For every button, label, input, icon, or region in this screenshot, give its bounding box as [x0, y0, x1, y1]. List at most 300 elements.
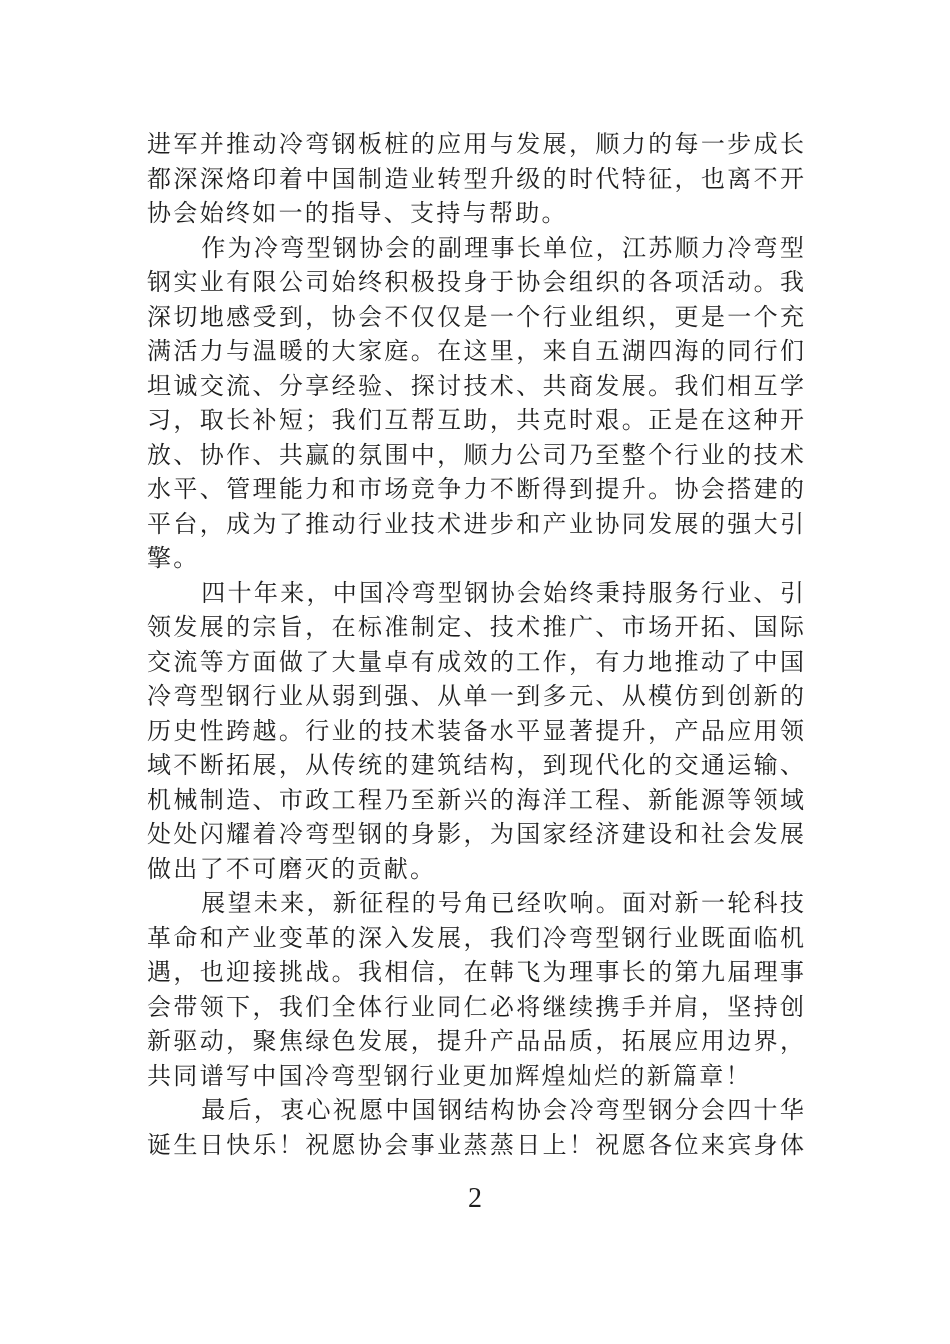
- char: ，: [569, 132, 593, 158]
- char: 与: [489, 132, 514, 158]
- char: 新: [147, 1029, 171, 1055]
- char: 步: [727, 132, 752, 158]
- char: 交: [199, 373, 224, 400]
- char: 面: [727, 925, 752, 952]
- char: 推: [542, 615, 567, 641]
- char: 一: [489, 684, 514, 710]
- char: 至: [595, 442, 620, 469]
- char: 统: [358, 753, 382, 779]
- char: 国: [516, 822, 541, 848]
- char: 司: [542, 442, 567, 469]
- char: 持: [753, 994, 778, 1021]
- char: 场: [384, 477, 409, 503]
- char: 技: [410, 511, 435, 538]
- char: 绿: [305, 1029, 330, 1055]
- char: 作: [542, 649, 567, 676]
- char: 入: [384, 925, 409, 952]
- char: 用: [700, 1029, 725, 1055]
- char: 国: [780, 649, 804, 676]
- char: 新: [753, 684, 778, 710]
- char: 跨: [226, 718, 251, 745]
- char: 到: [542, 753, 567, 779]
- char: 理: [569, 960, 593, 986]
- char: ，: [516, 339, 541, 365]
- char: 。: [621, 408, 646, 434]
- char: 卓: [384, 649, 409, 676]
- char: 业: [437, 1132, 462, 1159]
- char: 赢: [305, 442, 330, 469]
- char: 行: [542, 304, 567, 331]
- char: 特: [621, 166, 646, 193]
- char: 断: [516, 477, 541, 503]
- char: 新: [674, 891, 699, 917]
- char: 已: [490, 891, 515, 917]
- char: 宗: [252, 615, 277, 641]
- char: 展: [780, 822, 804, 848]
- char: 工: [331, 787, 356, 814]
- char: 传: [331, 753, 356, 779]
- char: 冷: [542, 925, 567, 952]
- char: 公: [278, 270, 303, 296]
- char: 装: [437, 718, 462, 745]
- char: 标: [358, 615, 382, 641]
- char: 国: [331, 166, 356, 193]
- char: 变: [278, 925, 303, 952]
- char: 祝: [595, 1132, 620, 1159]
- char: 领: [147, 615, 171, 641]
- char: 冷: [385, 580, 410, 607]
- char: 著: [569, 718, 593, 745]
- paragraph-indent: [147, 232, 199, 267]
- char: 继: [542, 994, 567, 1021]
- char: 苏: [648, 235, 673, 262]
- char: 提: [595, 477, 620, 503]
- char: 遇: [147, 960, 171, 986]
- char: 产: [542, 511, 567, 538]
- text-line: 共同谱写中国冷弯型钢行业更加辉煌灿烂的新篇章！: [147, 1063, 752, 1090]
- char: 业: [569, 511, 593, 538]
- char: 、: [252, 373, 277, 400]
- char: 的: [331, 925, 356, 952]
- text-line: [147, 335, 804, 370]
- char: 一: [700, 891, 725, 917]
- char: 性: [199, 718, 224, 745]
- char: 强: [727, 511, 752, 538]
- char: 帮: [410, 408, 435, 434]
- char: 感: [226, 304, 251, 331]
- char: 弯: [280, 235, 305, 262]
- char: 升: [489, 166, 514, 193]
- char: 冷: [727, 235, 752, 262]
- text-line: [147, 1094, 804, 1129]
- char: 等: [727, 787, 752, 814]
- char: 台: [173, 511, 198, 538]
- char: 互: [753, 373, 778, 400]
- char: 信: [410, 960, 435, 986]
- text-line: [147, 956, 804, 991]
- char: 弯: [305, 132, 330, 158]
- char: 的: [305, 339, 330, 365]
- char: 动: [700, 649, 725, 676]
- paragraph-indent: [147, 577, 199, 612]
- char: 量: [358, 649, 382, 676]
- char: 市: [278, 787, 303, 814]
- char: 展: [542, 132, 567, 158]
- char: 为: [227, 235, 252, 262]
- char: 会: [385, 235, 410, 262]
- char: ，: [489, 408, 514, 434]
- char: 正: [648, 408, 673, 434]
- char: 日: [199, 1132, 224, 1159]
- document-body: [147, 128, 804, 1163]
- char: 有: [595, 649, 620, 676]
- char: 湖: [621, 339, 646, 365]
- char: 、: [727, 615, 752, 641]
- char: 充: [780, 304, 804, 331]
- char: 术: [489, 373, 514, 400]
- char: 协: [199, 442, 224, 469]
- char: 四: [648, 339, 673, 365]
- char: 经: [516, 891, 541, 917]
- char: 弯: [595, 1098, 620, 1124]
- char: 业: [700, 442, 725, 469]
- char: 不: [384, 304, 409, 331]
- char: 望: [227, 891, 252, 917]
- char: 顺: [595, 132, 620, 158]
- char: ，: [780, 1029, 804, 1055]
- char: 的: [727, 442, 752, 469]
- char: 实: [173, 270, 198, 296]
- char: 单: [543, 235, 568, 262]
- char: 我: [780, 270, 804, 296]
- char: 元: [569, 684, 593, 710]
- char: 我: [278, 994, 303, 1021]
- char: 年: [253, 580, 278, 607]
- char: 华: [779, 1098, 804, 1124]
- char: 力: [463, 477, 488, 503]
- char: 乐: [252, 1132, 277, 1159]
- char: 围: [384, 442, 409, 469]
- char: 现: [569, 753, 593, 779]
- char: 最: [201, 1098, 226, 1124]
- char: ，: [253, 1098, 278, 1124]
- char: 大: [331, 649, 356, 676]
- char: 技: [753, 442, 778, 469]
- char: 展: [201, 891, 226, 917]
- char: 业: [331, 718, 356, 745]
- char: 在: [463, 960, 488, 986]
- char: 长: [226, 408, 251, 434]
- char: ，: [700, 994, 725, 1021]
- char: 钢: [331, 132, 356, 158]
- char: 交: [147, 649, 171, 676]
- char: 展: [621, 373, 646, 400]
- char: 持: [622, 580, 647, 607]
- char: 分: [278, 373, 303, 400]
- char: 理: [252, 477, 277, 503]
- char: 驱: [173, 1029, 198, 1055]
- char: 弯: [753, 235, 778, 262]
- char: 机: [147, 787, 171, 814]
- char: 的: [410, 132, 435, 158]
- char: 续: [569, 994, 593, 1021]
- char: 多: [542, 684, 567, 710]
- char: 诚: [173, 373, 198, 400]
- char: 活: [173, 339, 198, 365]
- char: 时: [569, 166, 593, 193]
- char: 五: [595, 339, 620, 365]
- char: 升: [621, 477, 646, 503]
- char: 助: [463, 408, 488, 434]
- char: 代: [595, 166, 620, 193]
- char: 共: [542, 373, 567, 400]
- char: 钢: [226, 684, 251, 710]
- char: 国: [411, 1098, 436, 1124]
- char: 来: [280, 891, 305, 917]
- char: 个: [516, 304, 541, 331]
- char: 冷: [278, 132, 303, 158]
- char: 力: [199, 339, 224, 365]
- char: 技: [489, 615, 514, 641]
- char: ，: [305, 615, 330, 641]
- char: 征: [648, 166, 673, 193]
- char: 。: [595, 891, 620, 917]
- char: 应: [674, 1029, 699, 1055]
- char: 旨: [278, 615, 303, 641]
- text-line: [147, 922, 804, 957]
- char: 进: [147, 132, 171, 158]
- char: 服: [648, 580, 673, 607]
- char: 型: [595, 925, 620, 952]
- char: 活: [700, 270, 725, 296]
- char: 会: [147, 994, 171, 1021]
- char: 并: [199, 132, 224, 158]
- char: 、: [780, 753, 804, 779]
- char: 技: [779, 891, 804, 917]
- char: 展: [648, 1029, 673, 1055]
- char: 焦: [278, 1029, 303, 1055]
- char: 、: [252, 442, 277, 469]
- char: 是: [674, 408, 699, 434]
- char: 庭: [384, 339, 409, 365]
- char: 钢: [332, 235, 357, 262]
- text-line: [147, 646, 804, 681]
- char: 在: [437, 339, 462, 365]
- char: ，: [674, 166, 699, 193]
- char: 社: [700, 822, 725, 848]
- char: 型: [331, 822, 356, 848]
- char: 成: [437, 649, 462, 676]
- char: 祝: [305, 1132, 330, 1159]
- char: 每: [674, 132, 699, 158]
- char: 展: [384, 1029, 409, 1055]
- char: ，: [278, 753, 303, 779]
- char: 断: [199, 753, 224, 779]
- text-line: [147, 680, 804, 715]
- char: 个: [753, 304, 778, 331]
- char: 对: [648, 891, 673, 917]
- char: 成: [226, 511, 251, 538]
- char: 和: [516, 511, 541, 538]
- char: 商: [569, 373, 593, 400]
- char: 为: [252, 511, 277, 538]
- char: 和: [199, 925, 224, 952]
- char: 开: [674, 615, 699, 641]
- char: 济: [595, 822, 620, 848]
- char: ，: [437, 442, 462, 469]
- char: 织: [595, 270, 620, 296]
- char: 江: [622, 235, 647, 262]
- char: 桩: [384, 132, 409, 158]
- char: 有: [226, 270, 251, 296]
- char: 挑: [278, 960, 303, 986]
- char: ，: [199, 511, 224, 538]
- char: 海: [516, 787, 541, 814]
- char: 有: [410, 649, 435, 676]
- char: 在: [331, 615, 356, 641]
- char: 第: [674, 960, 699, 986]
- char: 设: [648, 822, 673, 848]
- char: 心: [306, 1098, 331, 1124]
- text-line: [147, 749, 804, 784]
- char: 型: [622, 1098, 647, 1124]
- char: 和: [331, 477, 356, 503]
- char: 准: [384, 615, 409, 641]
- char: 飞: [516, 960, 541, 986]
- char: 我: [331, 408, 356, 434]
- char: 单: [463, 684, 488, 710]
- char: 市: [621, 615, 646, 641]
- char: 、: [384, 373, 409, 400]
- char: 在: [700, 408, 725, 434]
- char: 能: [278, 477, 303, 503]
- char: 制: [199, 787, 224, 814]
- char: 项: [674, 270, 699, 296]
- char: 的: [331, 442, 356, 469]
- char: 协: [331, 304, 356, 331]
- char: 也: [199, 960, 224, 986]
- char: 产: [226, 925, 251, 952]
- char: 新: [332, 891, 357, 917]
- char: 弯: [173, 684, 198, 710]
- char: 补: [252, 408, 277, 434]
- char: 冷: [569, 1098, 594, 1124]
- char: 制: [410, 615, 435, 641]
- char: 领: [753, 787, 778, 814]
- char: ，: [226, 1029, 251, 1055]
- char: 宾: [727, 1132, 752, 1159]
- char: 共: [278, 442, 303, 469]
- char: 发: [516, 132, 541, 158]
- char: 带: [173, 994, 198, 1021]
- char: 深: [173, 166, 198, 193]
- char: 愿: [359, 1098, 384, 1124]
- char: 十: [227, 580, 252, 607]
- char: 弱: [331, 684, 356, 710]
- text-line: [147, 577, 804, 612]
- char: 力: [489, 442, 514, 469]
- char: 竞: [410, 477, 435, 503]
- char: 中: [753, 649, 778, 676]
- char: ，: [463, 925, 488, 952]
- char: 弯: [305, 822, 330, 848]
- char: 大: [753, 511, 778, 538]
- char: 术: [780, 442, 804, 469]
- char: 、: [753, 580, 778, 607]
- char: 。: [278, 718, 303, 745]
- char: 了: [305, 649, 330, 676]
- char: 是: [463, 304, 488, 331]
- char: 、: [410, 684, 435, 710]
- text-line: 擎。: [147, 546, 200, 572]
- char: 源: [700, 787, 725, 814]
- char: 行: [305, 718, 330, 745]
- char: 至: [410, 787, 435, 814]
- char: 愿: [331, 1132, 356, 1159]
- text-line: [147, 128, 804, 163]
- char: 来: [700, 1132, 725, 1159]
- char: 满: [147, 339, 171, 365]
- char: 角: [464, 891, 489, 917]
- char: 的: [542, 166, 567, 193]
- char: 业: [384, 511, 409, 538]
- char: 力: [305, 477, 330, 503]
- char: 会: [384, 1132, 409, 1159]
- char: 型: [306, 235, 331, 262]
- char: ，: [410, 1029, 435, 1055]
- char: 管: [226, 477, 251, 503]
- char: 探: [410, 373, 435, 400]
- char: 后: [227, 1098, 252, 1124]
- char: 来: [280, 580, 305, 607]
- char: 理: [753, 960, 778, 986]
- char: 仁: [463, 994, 488, 1021]
- char: 的: [384, 753, 409, 779]
- char: 组: [569, 270, 593, 296]
- char: 到: [569, 477, 593, 503]
- char: 上: [542, 1132, 567, 1159]
- text-line: [147, 301, 804, 336]
- char: 响: [569, 891, 594, 917]
- text-line: [147, 1129, 804, 1164]
- char: 行: [753, 339, 778, 365]
- char: 发: [648, 511, 673, 538]
- char: 顺: [463, 442, 488, 469]
- char: 造: [226, 787, 251, 814]
- char: ！: [278, 1132, 303, 1159]
- char: 始: [331, 270, 356, 296]
- char: ，: [648, 718, 673, 745]
- char: 军: [173, 132, 198, 158]
- char: ，: [305, 304, 330, 331]
- char: 备: [463, 718, 488, 745]
- char: 、: [463, 615, 488, 641]
- char: 发: [595, 373, 620, 400]
- char: 着: [252, 822, 277, 848]
- char: 板: [358, 132, 382, 158]
- char: 引: [780, 511, 804, 538]
- char: 离: [727, 166, 752, 193]
- char: 场: [648, 615, 673, 641]
- char: 钢: [648, 1098, 673, 1124]
- char: ，: [437, 960, 462, 986]
- char: 、: [199, 477, 224, 503]
- char: 广: [569, 615, 593, 641]
- char: 协: [359, 235, 384, 262]
- char: 将: [516, 994, 541, 1021]
- char: 里: [489, 339, 514, 365]
- char: 一: [727, 304, 752, 331]
